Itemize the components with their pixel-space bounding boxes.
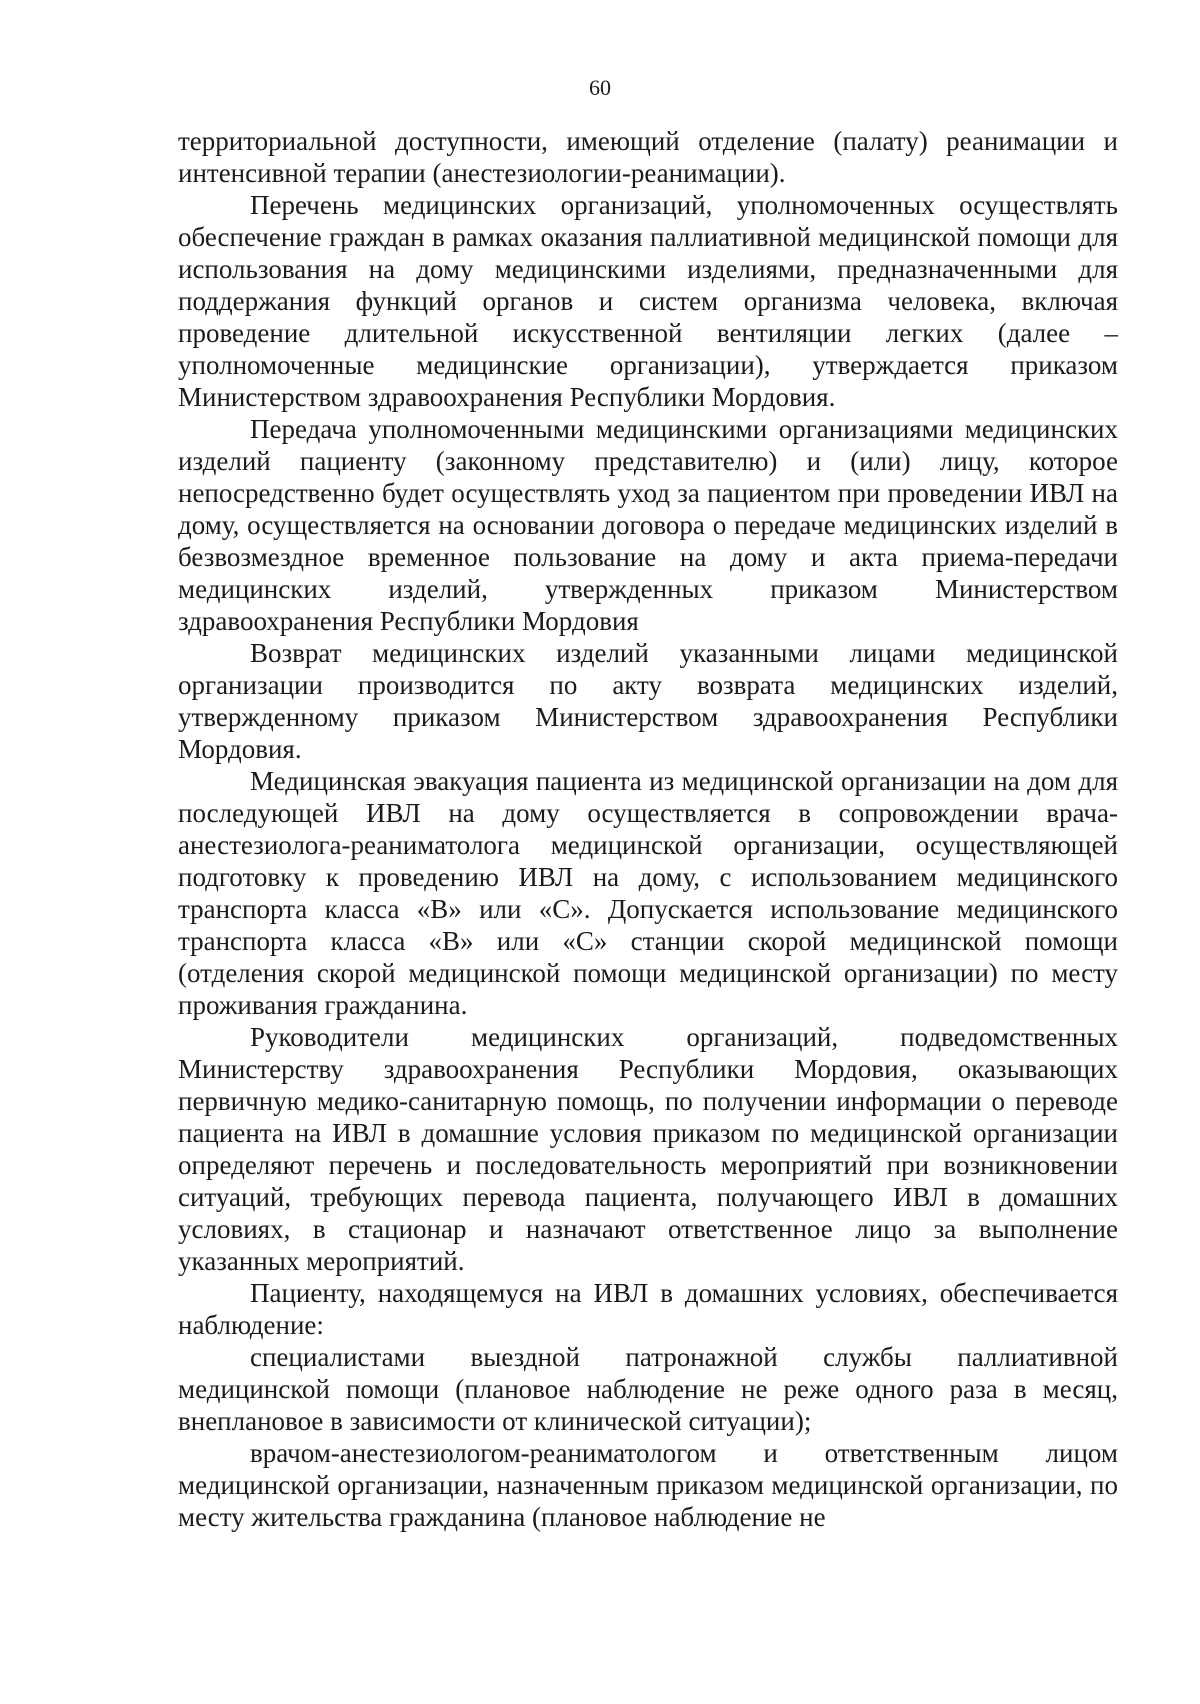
- paragraph: Передача уполномоченными медицинскими организациями медицинских изделий пациенту (законному представителю) и (или) лицу, которое непосредственно будет осуществлять уход за пациентом при проведении ИВЛ на дому, осуществляется на основании договора о передаче медицинских изделий в безвозмездное временное пользование на дому и акта приема-передачи медицинских изделий, утвержденных приказом Министерством здравоохранения Республики Мордовия: [178, 414, 1118, 636]
- paragraph: врачом-анестезиологом-реаниматологом и ответственным лицом медицинской организации, назначенным приказом медицинской организации, по месту жительства гражданина (плановое наблюдение не: [178, 1438, 1118, 1532]
- paragraph: Перечень медицинских организаций, уполномоченных осуществлять обеспечение граждан в рамках оказания паллиативной медицинской помощи для использования на дому медицинскими изделиями, предназначенными для поддержания функций органов и систем организма человека, включая проведение длительной искусственной вентиляции легких (далее – уполномоченные медицинские организации), утверждается приказом Министерством здравоохранения Республики Мордовия.: [178, 190, 1118, 412]
- document-body: [178, 125, 1118, 1533]
- paragraph: Пациенту, находящемуся на ИВЛ в домашних условиях, обеспечивается наблюдение:: [178, 1278, 1118, 1340]
- paragraph: специалистами выездной патронажной службы паллиативной медицинской помощи (плановое наблюдение не реже одного раза в месяц, внеплановое в зависимости от клинической ситуации);: [178, 1342, 1118, 1436]
- paragraph: Возврат медицинских изделий указанными лицами медицинской организации производится по акту возврата медицинских изделий, утвержденному приказом Министерством здравоохранения Республики Мордовия.: [178, 638, 1118, 764]
- page-number: 60: [589, 75, 611, 100]
- paragraph: Руководители медицинских организаций, подведомственных Министерству здравоохранения Республики Мордовия, оказывающих первичную медико-санитарную помощь, по получении информации о переводе пациента на ИВЛ в домашние условия приказом по медицинской организации определяют перечень и последовательность мероприятий при возникновении ситуаций, требующих перевода пациента, получающего ИВЛ в домашних условиях, в стационар и назначают ответственное лицо за выполнение указанных мероприятий.: [178, 1022, 1118, 1276]
- paragraph: территориальной доступности, имеющий отделение (палату) реанимации и интенсивной терапии (анестезиологии-реанимации).: [178, 126, 1118, 188]
- paragraph: Медицинская эвакуация пациента из медицинской организации на дом для последующей ИВЛ на дому осуществляется в сопровождении врача-анестезиолога-реаниматолога медицинской организации, осуществляющей подготовку к проведению ИВЛ на дому, с использованием медицинского транспорта класса «В» или «С». Допускается использование медицинского транспорта класса «В» или «С» станции скорой медицинской помощи (отделения скорой медицинской помощи медицинской организации) по месту проживания гражданина.: [178, 766, 1118, 1020]
